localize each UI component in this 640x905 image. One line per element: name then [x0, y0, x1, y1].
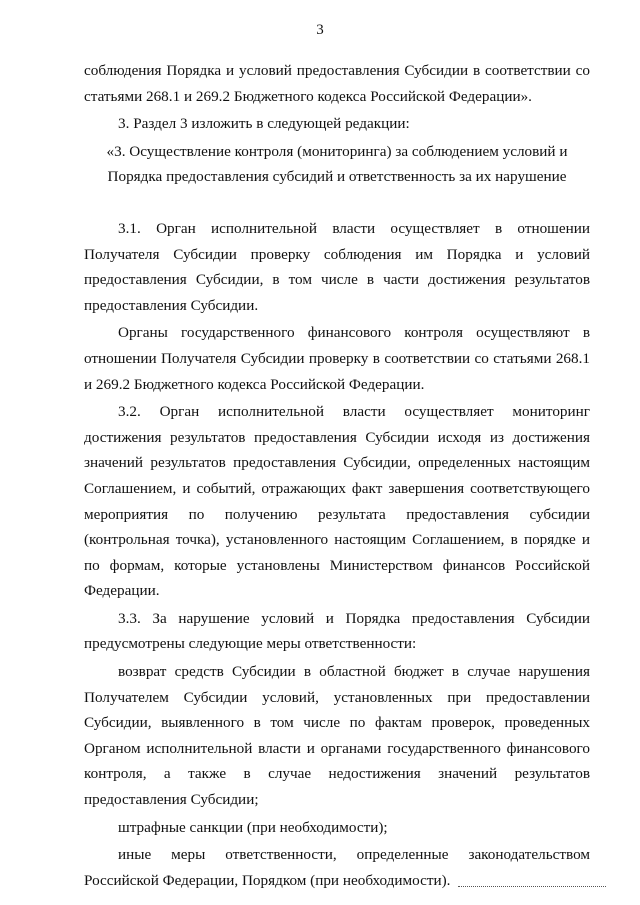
paragraph-other-measures: иные меры ответственности, определенные законодательством Российской Федерации, Порядком (при необходимости). [84, 846, 590, 889]
paragraph-3-1: 3.1. Орган исполнительной власти осуществляет в отношении Получателя Субсидии проверку соблюдения им Порядка и условий предоставления Субсидии, в том числе в части достижения результатов предоставления Субсидии. [84, 219, 590, 314]
paragraph-penalty-measure: штрафные санкции (при необходимости); [118, 818, 388, 836]
document-body [84, 58, 590, 893]
paragraph-amendment-instruction: 3. Раздел 3 изложить в следующей редакции: [118, 115, 410, 133]
paragraph-financial-control: Органы государственного финансового контроля осуществляют в отношении Получателя Субсидии проверку в соответствии со статьями 268.1 и 269.2 Бюджетного кодекса Российской Федерации. [84, 324, 590, 393]
paragraph-3-3: 3.3. За нарушение условий и Порядка предоставления Субсидии предусмотрены следующие меры ответственности: [84, 609, 590, 653]
paragraph-3-2: 3.2. Орган исполнительной власти осуществляет мониторинг достижения результатов предоставления Субсидии исходя из достижения значений результатов предоставления Субсидии, определенных настоящим Соглашением, и событий, отражающих факт завершения соответствующего мероприятия по получению результата предоставления субсидии (контрольная точка), установленного настоящим Соглашением, в порядке и по формам, которые установлены Министерством финансов Российской Федерации. [84, 403, 590, 600]
section-title: «3. Осуществление контроля (мониторинга) за соблюдением условий и Порядка предоставления субсидий и ответственность за их нарушение [106, 142, 568, 186]
paragraph-refund-measure: возврат средств Субсидии в областной бюджет в случае нарушения Получателем Субсидии условий, установленных при предоставлении Субсидии, выявленного в том числе по фактам проверок, проведенных Органом исполнительной власти и органами государственного финансового контроля, а также в случае недостижения значений результатов предоставления Субсидии; [84, 663, 590, 809]
paragraph-continuation: соблюдения Порядка и условий предоставления Субсидии в соответствии со статьями 268.1 и 269.2 Бюджетного кодекса Российской Федерации». [84, 62, 590, 105]
footer-rule [458, 886, 606, 887]
page-number: 3 [316, 22, 324, 38]
